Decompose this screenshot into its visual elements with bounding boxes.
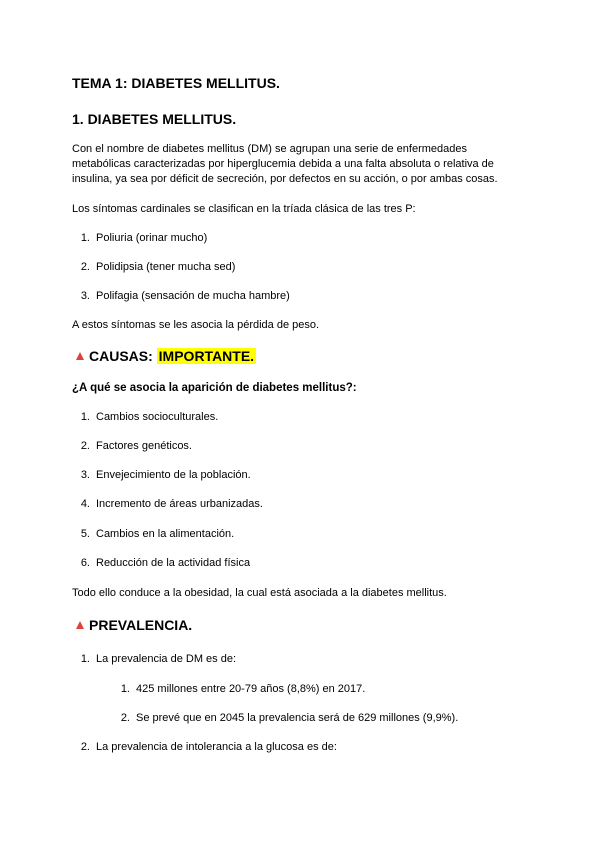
- list-item: [72, 289, 290, 304]
- causas-conclusion: Todo ello conduce a la obesidad, la cual está asociada a la diabetes mellitus.: [72, 587, 447, 599]
- list-number: 1.: [120, 683, 130, 695]
- list-number: 1.: [80, 232, 90, 244]
- document-title: TEMA 1: DIABETES MELLITUS.: [72, 75, 280, 91]
- list-item: [72, 497, 263, 512]
- list-text: La prevalencia de intolerancia a la glucosa es de:: [96, 741, 337, 753]
- list-text: Envejecimiento de la población.: [96, 469, 251, 481]
- list-number: 2.: [80, 440, 90, 452]
- list-number: 5.: [80, 528, 90, 540]
- list-number: 3.: [80, 290, 90, 302]
- list-item: [72, 439, 192, 454]
- intro-line-2: metabólicas caracterizadas por hiperglucemia debida a una falta absoluta o relativa de: [72, 158, 494, 170]
- highlight-important: IMPORTANTE.: [158, 348, 255, 364]
- section-heading-prevalencia: [76, 616, 192, 634]
- list-text: Cambios socioculturales.: [96, 411, 219, 423]
- list-text: Polidipsia (tener mucha sed): [96, 261, 236, 273]
- list-number: 6.: [80, 557, 90, 569]
- list-number: 1.: [80, 411, 90, 423]
- causas-heading-text: CAUSAS:: [89, 348, 157, 364]
- section-heading-causas: [76, 347, 256, 365]
- list-number: 2.: [80, 741, 90, 753]
- prevalencia-heading-text: PREVALENCIA.: [89, 617, 193, 633]
- list-text: Cambios en la alimentación.: [96, 528, 235, 540]
- list-text: Poliuria (orinar mucho): [96, 232, 208, 244]
- list-number: 2.: [80, 261, 90, 273]
- list-text: Incremento de áreas urbanizadas.: [96, 498, 263, 510]
- section-heading-diabetes: 1. DIABETES MELLITUS.: [72, 111, 237, 127]
- warning-triangle-icon: [76, 621, 84, 629]
- list-number: 4.: [80, 498, 90, 510]
- intro-line-1: Con el nombre de diabetes mellitus (DM) se agrupan una serie de enfermedades: [72, 143, 467, 155]
- list-item: [72, 556, 250, 571]
- list-item: [112, 682, 365, 697]
- list-text: Factores genéticos.: [96, 440, 192, 452]
- symptoms-note: A estos síntomas se les asocia la pérdida de peso.: [72, 319, 320, 331]
- list-item: [72, 740, 337, 755]
- list-text: 425 millones entre 20-79 años (8,8%) en 2017.: [136, 683, 366, 695]
- warning-triangle-icon: [76, 352, 84, 360]
- list-text: Reducción de la actividad física: [96, 557, 251, 569]
- list-number: 1.: [80, 653, 90, 665]
- list-item: [72, 260, 235, 275]
- list-item: [112, 711, 458, 726]
- list-number: 3.: [80, 469, 90, 481]
- list-item: [72, 231, 207, 246]
- list-item: [72, 527, 234, 542]
- list-text: La prevalencia de DM es de:: [96, 653, 237, 665]
- list-text: Se prevé que en 2045 la prevalencia será de 629 millones (9,9%).: [136, 712, 459, 724]
- intro-line-3: insulina, ya sea por déficit de secreción, por defectos en su acción, o por ambas cosas.: [72, 173, 498, 185]
- causas-question: ¿A qué se asocia la aparición de diabetes mellitus?:: [72, 382, 357, 394]
- list-item: [72, 410, 218, 425]
- list-item: [72, 652, 236, 667]
- list-number: 2.: [120, 712, 130, 724]
- symptoms-intro: Los síntomas cardinales se clasifican en la tríada clásica de las tres P:: [72, 203, 416, 215]
- list-text: Polifagia (sensación de mucha hambre): [96, 290, 290, 302]
- list-item: [72, 468, 251, 483]
